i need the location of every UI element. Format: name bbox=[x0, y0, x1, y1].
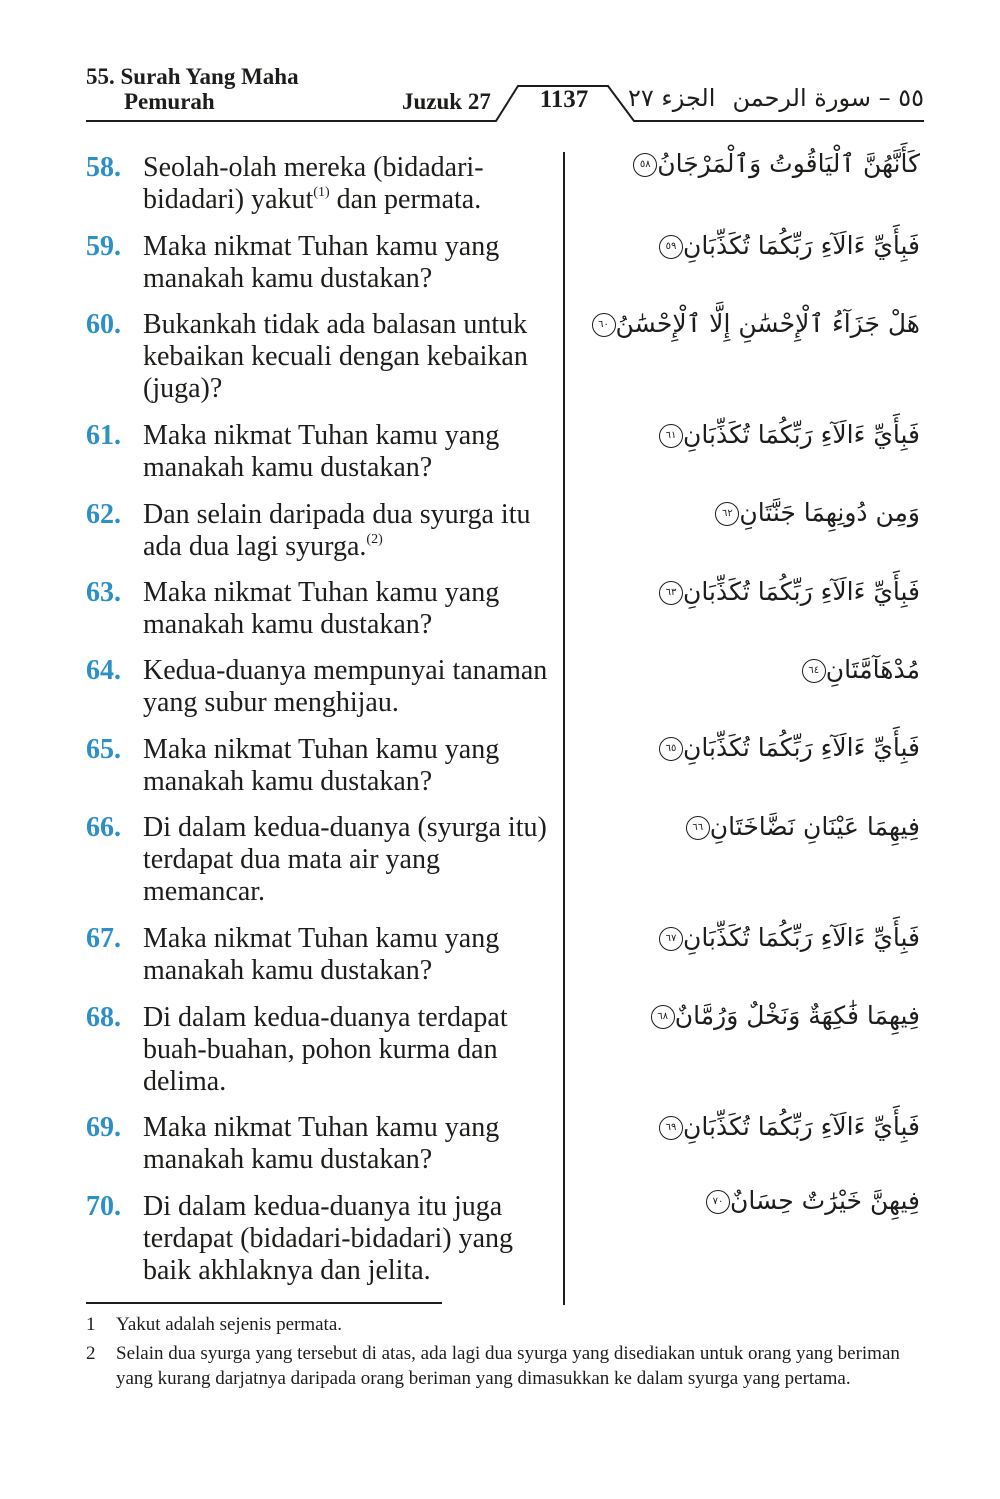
arabic-ayah-67: فَبِأَيِّ ءَالَآءِ رَبِّكُمَا تُكَذِّبَانِ٦٧ bbox=[590, 920, 920, 956]
ayah-end-marker: ٦٧ bbox=[659, 927, 683, 951]
verse-58 bbox=[86, 152, 556, 216]
verse-translation: Maka nikmat Tuhan kamu yang manakah kamu dustakan? bbox=[143, 1112, 500, 1175]
surah-title-line2: Pemurah bbox=[124, 89, 215, 114]
page-header bbox=[86, 60, 924, 124]
arabic-ayah-60: هَلْ جَزَآءُ ٱلْإِحْسَٰنِ إِلَّا ٱلْإِحْسَٰنُ٦٠ bbox=[590, 306, 920, 342]
verse-66 bbox=[86, 812, 556, 908]
ayah-end-marker: ٦٩ bbox=[659, 1116, 683, 1140]
ayah-end-marker: ٦٣ bbox=[659, 581, 683, 605]
verse-translation: Bukankah tidak ada balasan untuk kebaikan kecuali dengan kebaikan (juga)? bbox=[143, 309, 528, 404]
footnote-ref: (2) bbox=[366, 532, 383, 547]
arabic-ayah-66: فِيهِمَا عَيْنَانِ نَضَّاخَتَانِ٦٦ bbox=[590, 809, 920, 845]
verse-65 bbox=[86, 734, 556, 798]
verse-64 bbox=[86, 655, 556, 719]
verse-number: 59. bbox=[86, 231, 121, 262]
verse-number: 66. bbox=[86, 812, 121, 843]
verse-70 bbox=[86, 1191, 556, 1287]
verse-translation: Seolah-olah mereka (bidadari-bidadari) yakut$^{(1)}$ dan permata. bbox=[143, 152, 484, 215]
arabic-ayah-61: فَبِأَيِّ ءَالَآءِ رَبِّكُمَا تُكَذِّبَانِ٦١ bbox=[590, 417, 920, 453]
ayah-end-marker: ٦٠ bbox=[592, 313, 616, 337]
verse-translation: Maka nikmat Tuhan kamu yang manakah kamu dustakan? bbox=[143, 734, 500, 797]
ayah-end-marker: ٥٨ bbox=[633, 153, 657, 177]
verse-number: 70. bbox=[86, 1191, 121, 1222]
ayah-end-marker: ٦٦ bbox=[686, 816, 710, 840]
verse-68 bbox=[86, 1002, 556, 1098]
arabic-ayah-69: فَبِأَيِّ ءَالَآءِ رَبِّكُمَا تُكَذِّبَانِ٦٩ bbox=[590, 1109, 920, 1145]
arabic-ayah-70: فِيهِنَّ خَيْرَٰتٌ حِسَانٌ٧٠ bbox=[590, 1183, 920, 1219]
verse-translation: Di dalam kedua-duanya itu juga terdapat (bidadari-bidadari) yang baik akhlaknya dan jelita. bbox=[143, 1191, 514, 1286]
ayah-end-marker: ٦٨ bbox=[651, 1005, 675, 1029]
footnote-text: Selain dua syurga yang tersebut di atas, ada lagi dua syurga yang disediakan untuk orang yang beriman yang kurang darjatnya daripada orang beriman yang dimasukkan ke dalam syurga yang pertama. bbox=[116, 1343, 900, 1389]
ayah-end-marker: ٧٠ bbox=[706, 1190, 730, 1214]
verse-translation: Maka nikmat Tuhan kamu yang manakah kamu dustakan? bbox=[143, 923, 500, 986]
footnote-separator bbox=[86, 1302, 442, 1304]
juzuk-label: Juzuk 27 bbox=[402, 89, 491, 114]
ayah-end-marker: ٦١ bbox=[659, 424, 683, 448]
verse-number: 69. bbox=[86, 1112, 121, 1143]
verse-number: 60. bbox=[86, 309, 121, 340]
verse-translation: Di dalam kedua-duanya (syurga itu) terdapat dua mata air yang memancar. bbox=[143, 812, 547, 907]
verse-translation: Dan selain daripada dua syurga itu ada dua lagi syurga.$^{(2)}$ bbox=[143, 499, 531, 562]
verse-translation: Di dalam kedua-duanya terdapat buah-buahan, pohon kurma dan delima. bbox=[143, 1002, 508, 1097]
verse-translation: Maka nikmat Tuhan kamu yang manakah kamu dustakan? bbox=[143, 420, 500, 483]
footnote-2 bbox=[86, 1341, 922, 1391]
verse-61 bbox=[86, 420, 556, 484]
arabic-ayah-63: فَبِأَيِّ ءَالَآءِ رَبِّكُمَا تُكَذِّبَانِ٦٣ bbox=[590, 574, 920, 610]
ayah-end-marker: ٦٤ bbox=[802, 659, 826, 683]
verse-59 bbox=[86, 231, 556, 295]
ayah-end-marker: ٦٢ bbox=[715, 502, 739, 526]
arabic-ayah-64: مُدْهَآمَّتَانِ٦٤ bbox=[590, 652, 920, 688]
verse-62 bbox=[86, 499, 556, 563]
verse-translation: Kedua-duanya mempunyai tanaman yang subur menghijau. bbox=[143, 655, 548, 718]
verse-60 bbox=[86, 309, 556, 405]
surah-title bbox=[86, 64, 299, 114]
verse-translation: Maka nikmat Tuhan kamu yang manakah kamu dustakan? bbox=[143, 231, 500, 294]
footnote-1 bbox=[86, 1312, 922, 1337]
verse-63 bbox=[86, 577, 556, 641]
footnote-text: Yakut adalah sejenis permata. bbox=[116, 1314, 343, 1335]
arabic-surah-label: ٥٥ – سورة الرحمن bbox=[732, 84, 924, 112]
verse-number: 67. bbox=[86, 923, 121, 954]
page-number: 1137 bbox=[539, 86, 589, 113]
ayah-end-marker: ٦٥ bbox=[659, 737, 683, 761]
footnote-number: 2 bbox=[86, 1343, 96, 1364]
arabic-ayah-65: فَبِأَيِّ ءَالَآءِ رَبِّكُمَا تُكَذِّبَانِ٦٥ bbox=[590, 730, 920, 766]
arabic-juz-label: الجزء ٢٧ bbox=[628, 84, 716, 112]
surah-title-line1: 55. Surah Yang Maha bbox=[86, 64, 299, 89]
verse-67 bbox=[86, 923, 556, 987]
verse-number: 63. bbox=[86, 577, 121, 608]
ayah-end-marker: ٥٩ bbox=[659, 235, 683, 259]
verse-number: 64. bbox=[86, 655, 121, 686]
column-divider bbox=[563, 152, 565, 1305]
footnote-ref: (1) bbox=[313, 185, 330, 200]
arabic-ayah-59: فَبِأَيِّ ءَالَآءِ رَبِّكُمَا تُكَذِّبَانِ٥٩ bbox=[590, 228, 920, 264]
verse-number: 62. bbox=[86, 499, 121, 530]
verse-number: 58. bbox=[86, 152, 121, 183]
verse-number: 61. bbox=[86, 420, 121, 451]
arabic-ayah-62: وَمِن دُونِهِمَا جَنَّتَانِ٦٢ bbox=[590, 495, 920, 531]
verse-69 bbox=[86, 1112, 556, 1176]
verse-number: 68. bbox=[86, 1002, 121, 1033]
verse-translation: Maka nikmat Tuhan kamu yang manakah kamu dustakan? bbox=[143, 577, 500, 640]
arabic-ayah-58: كَأَنَّهُنَّ ٱلْيَاقُوتُ وَٱلْمَرْجَانُ٥٨ bbox=[590, 146, 920, 182]
verse-number: 65. bbox=[86, 734, 121, 765]
footnote-number: 1 bbox=[86, 1314, 96, 1335]
arabic-ayah-68: فِيهِمَا فَٰكِهَةٌ وَنَخْلٌ وَرُمَّانٌ٦٨ bbox=[590, 998, 920, 1034]
